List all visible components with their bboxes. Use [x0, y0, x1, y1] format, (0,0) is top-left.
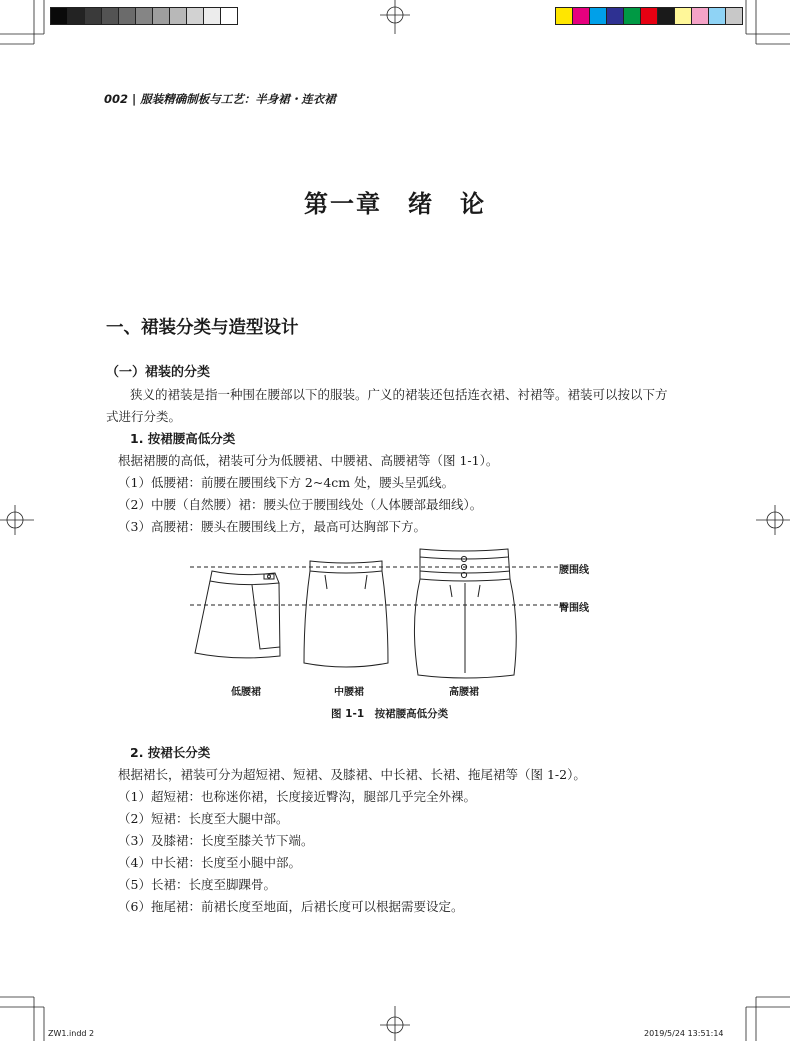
low-rise-skirt-drawing [195, 571, 280, 658]
part1-item-2: （2）中腰（自然腰）裙：腰头位于腰围线处（人体腰部最细线）。 [118, 497, 483, 512]
registration-mark-top [380, 0, 410, 34]
intro-paragraph-line-1: 狭义的裙装是指一种围在腰部以下的服装。广义的裙装还包括连衣裙、衬裙等。裙装可以按以下方 [130, 387, 668, 402]
intro-paragraph-line-2: 式进行分类。 [106, 409, 182, 424]
registration-mark-bottom [380, 1006, 410, 1041]
registration-mark-left [0, 505, 34, 535]
part2-lead: 根据裙长，裙装可分为超短裙、短裙、及膝裙、中长裙、长裙、拖尾裙等（图 1-2）。 [118, 767, 586, 782]
mid-rise-skirt-drawing [304, 561, 388, 667]
part1-item-3: （3）高腰裙：腰头在腰围线上方，最高可达胸部下方。 [118, 519, 426, 534]
waist-line-label: 腰围线 [559, 565, 589, 576]
part2-item-6: （6）拖尾裙：前裙长度至地面，后裙长度可以根据需要设定。 [118, 899, 464, 914]
section-title: 一、裙装分类与造型设计 [106, 318, 299, 338]
figure-caption: 图 1-1 按裙腰高低分类 [331, 708, 449, 720]
mid-rise-skirt-label: 中腰裙 [334, 687, 364, 698]
part2-item-3: （3）及膝裙：长度至膝关节下端。 [118, 833, 314, 848]
page-number: 002 [104, 92, 129, 106]
hip-line-label: 臀围线 [559, 603, 589, 614]
chapter-title: 第一章 绪 论 [304, 190, 486, 218]
registration-mark-right [756, 505, 790, 535]
book-title: 服装精确制板与工艺：半身裙・连衣裙 [140, 92, 336, 106]
part2-item-5: （5）长裙：长度至脚踝骨。 [118, 877, 276, 892]
high-rise-skirt-label: 高腰裙 [449, 687, 479, 698]
crop-mark-top-right [746, 0, 790, 44]
part2-item-4: （4）中长裙：长度至小腿中部。 [118, 855, 301, 870]
part2-item-2: （2）短裙：长度至大腿中部。 [118, 811, 289, 826]
high-rise-skirt-drawing [414, 549, 516, 678]
part1-heading: 1. 按裙腰高低分类 [130, 431, 236, 446]
running-head [104, 91, 336, 107]
part1-item-1: （1）低腰裙：前腰在腰围线下方 2~4cm 处，腰头呈弧线。 [118, 475, 455, 490]
subsection-title: （一）裙装的分类 [106, 365, 211, 380]
low-rise-skirt-label: 低腰裙 [231, 687, 261, 698]
crop-mark-top-left [0, 0, 44, 44]
part2-item-1: （1）超短裙：也称迷你裙，长度接近臀沟，腿部几乎完全外裸。 [118, 789, 476, 804]
figure-skirt-waist-heights [180, 543, 620, 693]
part2-heading: 2. 按裙长分类 [130, 745, 211, 760]
part1-lead: 根据裙腰的高低，裙装可分为低腰裙、中腰裙、高腰裙等（图 1-1）。 [118, 453, 499, 468]
running-head-separator: | [132, 92, 137, 106]
slug-file-name: ZW1.indd 2 [48, 1029, 95, 1038]
slug-timestamp: 2019/5/24 13:51:14 [644, 1029, 724, 1038]
crop-mark-bottom-right [746, 997, 790, 1041]
crop-mark-bottom-left [0, 997, 44, 1041]
